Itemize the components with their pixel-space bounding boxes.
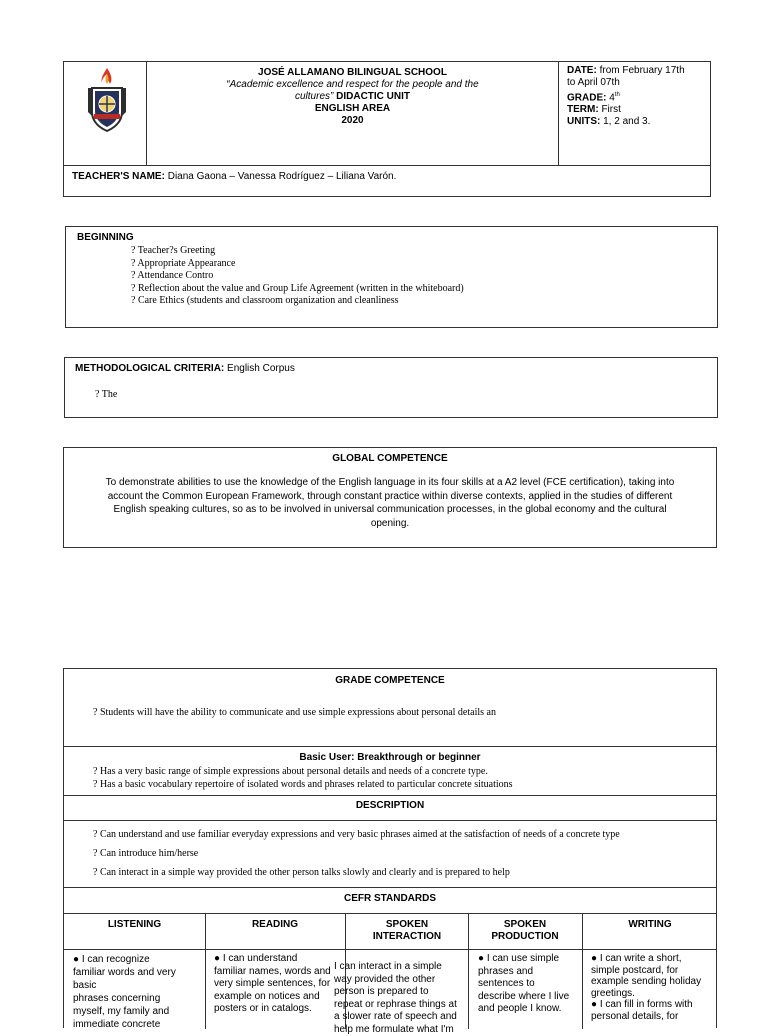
interaction-line: a slower rate of speech and xyxy=(334,1011,457,1024)
listening-line: phrases concerning xyxy=(73,992,176,1005)
divider xyxy=(64,746,716,747)
reading-line: familiar names, words and xyxy=(214,966,331,979)
interaction-line: way provided the other xyxy=(334,974,457,987)
methodology-section xyxy=(64,357,718,418)
interaction-line: repeat or rephrase things at xyxy=(334,999,457,1012)
column-divider xyxy=(582,913,583,1029)
listening-line: immediate concrete xyxy=(73,1018,176,1031)
reading-cell xyxy=(214,953,331,1016)
reading-line: ● I can understand xyxy=(214,953,331,966)
listening-line: familiar words and very xyxy=(73,966,176,979)
description-item: ? Can understand and use familiar everyday expressions and very basic phrases aimed at the satisfaction of needs of a concrete type xyxy=(93,825,620,844)
beginning-list xyxy=(131,245,464,308)
school-cell xyxy=(147,62,559,165)
motto-end: cultures” xyxy=(295,91,333,102)
production-line: phrases and xyxy=(478,966,569,979)
interaction-line: I can interact in a simple xyxy=(334,961,457,974)
basic-user-item: ? Has a basic vocabulary repertoire of isolated words and phrases related to particular concrete situations xyxy=(93,778,513,791)
interaction-cell xyxy=(334,961,457,1036)
reading-line: posters or in catalogs. xyxy=(214,1003,331,1016)
teacher-value: Diana Gaona – Vanessa Rodríguez – Liliana Varón. xyxy=(168,171,397,182)
term-value: First xyxy=(601,104,620,115)
description-list xyxy=(93,825,620,882)
reading-line: very simple sentences, for xyxy=(214,978,331,991)
school-motto-line2 xyxy=(147,91,558,103)
column-divider xyxy=(468,913,469,1029)
info-cell xyxy=(559,62,710,165)
beginning-section xyxy=(65,226,718,328)
description-title: DESCRIPTION xyxy=(64,800,716,811)
description-item: ? Can introduce him/herse xyxy=(93,844,620,863)
teacher-label: TEACHER'S NAME: xyxy=(72,171,165,182)
units-line xyxy=(567,116,710,128)
production-line: ● I can use simple xyxy=(478,953,569,966)
writing-line: greetings. xyxy=(591,988,701,1000)
header-table xyxy=(63,61,711,197)
divider xyxy=(64,913,716,914)
global-title: GLOBAL COMPETENCE xyxy=(64,453,716,464)
grade-statement: ? Students will have the ability to communicate and use simple expressions about personal details an xyxy=(93,707,496,718)
col-header-listening: LISTENING xyxy=(64,919,205,930)
divider xyxy=(64,887,716,888)
methodology-label: METHODOLOGICAL CRITERIA: xyxy=(75,363,224,374)
teacher-row xyxy=(64,165,710,196)
school-crest-icon xyxy=(82,66,132,136)
methodology-item: ? The xyxy=(95,389,117,400)
writing-line: ● I can fill in forms with xyxy=(591,999,701,1011)
date-label: DATE: xyxy=(567,65,597,76)
listening-line: basic xyxy=(73,979,176,992)
beginning-item: ? Attendance Contro xyxy=(131,270,464,283)
beginning-title: BEGINNING xyxy=(77,232,134,243)
basic-user-title: Basic User: Breakthrough or beginner xyxy=(64,752,716,763)
cefr-title: CEFR STANDARDS xyxy=(64,893,716,904)
writing-cell xyxy=(591,953,701,1022)
production-line: describe where I live xyxy=(478,991,569,1004)
methodology-heading xyxy=(75,363,295,374)
writing-line: personal details, for xyxy=(591,1011,701,1023)
global-line: English speaking cultures, so as to be involved in universal communication processes, in the global economy and the cultural xyxy=(64,503,716,517)
global-text xyxy=(64,476,716,530)
date-value: from February 17th xyxy=(600,65,685,76)
divider xyxy=(64,949,716,950)
beginning-item: ? Appropriate Appearance xyxy=(131,258,464,271)
writing-line: simple postcard, for xyxy=(591,965,701,977)
divider xyxy=(64,795,716,796)
grade-title: GRADE COMPETENCE xyxy=(64,675,716,686)
writing-line: example sending holiday xyxy=(591,976,701,988)
grade-value: 4 xyxy=(609,92,615,103)
beginning-item: ? Reflection about the value and Group Life Agreement (written in the whiteboard) xyxy=(131,283,464,296)
global-line: opening. xyxy=(64,517,716,531)
units-label: UNITS: xyxy=(567,116,600,127)
writing-line: ● I can write a short, xyxy=(591,953,701,965)
col-header-spoken-interaction: SPOKEN INTERACTION xyxy=(362,919,452,943)
global-line: To demonstrate abilities to use the knowledge of the English language in its four skills at a A2 level (FCE certification), taking into xyxy=(64,476,716,490)
interaction-line: help me formulate what I'm xyxy=(334,1024,457,1036)
beginning-item: ? Care Ethics (students and classroom organization and cleanliness xyxy=(131,295,464,308)
col-header-reading: READING xyxy=(205,919,345,930)
listening-cell xyxy=(73,953,176,1031)
grade-sup: th xyxy=(615,92,620,98)
interaction-line: person is prepared to xyxy=(334,986,457,999)
description-item: ? Can interact in a simple way provided the other person talks slowly and clearly and is prepared to help xyxy=(93,863,620,882)
listening-line: myself, my family and xyxy=(73,1005,176,1018)
methodology-value: English Corpus xyxy=(227,363,295,374)
beginning-item: ? Teacher?s Greeting xyxy=(131,245,464,258)
column-divider xyxy=(205,913,206,1029)
school-motto-line1: “Academic excellence and respect for the people and the xyxy=(147,79,558,91)
divider xyxy=(64,820,716,821)
production-line: sentences to xyxy=(478,978,569,991)
grade-competence-section xyxy=(63,668,717,1028)
production-cell xyxy=(478,953,569,1016)
date-line-2: to April 07th xyxy=(567,77,710,89)
basic-user-item: ? Has a very basic range of simple expressions about personal details and needs of a concrete type. xyxy=(93,765,513,778)
logo-cell xyxy=(64,62,147,165)
global-competence-section xyxy=(63,447,717,548)
listening-line: ● I can recognize xyxy=(73,953,176,966)
date-line xyxy=(567,65,710,77)
production-line: and people I know. xyxy=(478,1003,569,1016)
basic-user-list xyxy=(93,765,513,791)
area-title: ENGLISH AREA xyxy=(147,103,558,115)
grade-label: GRADE: xyxy=(567,92,606,103)
unit-title: DIDACTIC UNIT xyxy=(336,91,410,102)
reading-line: example on notices and xyxy=(214,991,331,1004)
col-header-spoken-production: SPOKEN PRODUCTION xyxy=(482,919,568,943)
school-name: JOSÉ ALLAMANO BILINGUAL SCHOOL xyxy=(147,67,558,79)
term-label: TERM: xyxy=(567,104,599,115)
grade-line xyxy=(567,89,710,104)
year: 2020 xyxy=(147,115,558,127)
global-line: account the Common European Framework, through constant practice within diverse contexts, applied in the studies of different xyxy=(64,490,716,504)
col-header-writing: WRITING xyxy=(582,919,718,930)
term-line xyxy=(567,104,710,116)
units-value: 1, 2 and 3. xyxy=(603,116,650,127)
